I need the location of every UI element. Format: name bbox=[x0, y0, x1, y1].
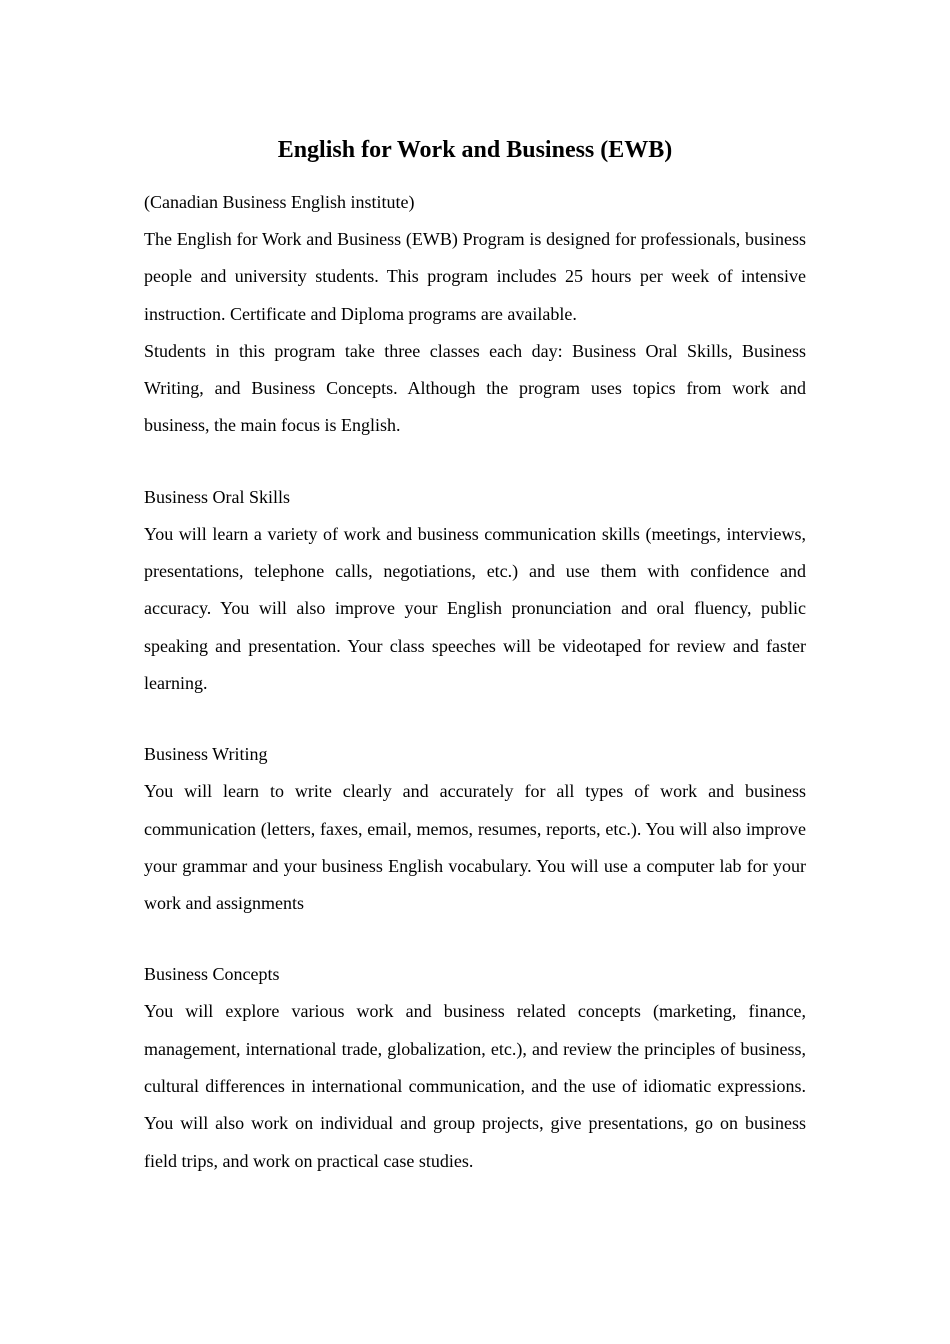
section-spacer bbox=[144, 702, 806, 736]
section-spacer bbox=[144, 445, 806, 479]
section-body: You will learn a variety of work and business communication skills (meetings, interviews, presentations, telephone calls, negotiations, etc.) and use them with confidence and accuracy. You will also improve your English pronunciation and oral fluency, public speaking and presentation. Your class speeches will be videotaped for review and faster learning. bbox=[144, 523, 806, 693]
intro-paragraph: The English for Work and Business (EWB) Program is designed for professionals, business people and university students. This program includes 25 hours per week of intensive instruction. Certificate and Diploma programs are available. bbox=[144, 229, 806, 324]
section-heading: Business Concepts bbox=[144, 964, 280, 985]
section-heading: Business Writing bbox=[144, 744, 268, 765]
section-writing bbox=[144, 736, 806, 922]
document-body bbox=[144, 130, 806, 1180]
section-body: You will explore various work and business related concepts (marketing, finance, management, international trade, globalization, etc.), and review the principles of business, cultural differences in international communication, and the use of idiomatic expressions. You will also work on individual and group projects, give presentations, go on business field trips, and work on practical case studies. bbox=[144, 1001, 806, 1171]
section-concepts bbox=[144, 956, 806, 1179]
document-title: English for Work and Business (EWB) bbox=[277, 137, 673, 163]
document-subtitle: (Canadian Business English institute) bbox=[144, 192, 415, 212]
section-oral-skills bbox=[144, 479, 806, 702]
intro-paragraph: Students in this program take three classes each day: Business Oral Skills, Business Writing, and Business Concepts. Although the program uses topics from work and business, the main focus is English. bbox=[144, 340, 806, 436]
section-spacer bbox=[144, 922, 806, 956]
section-heading: Business Oral Skills bbox=[144, 486, 291, 507]
section-body: You will learn to write clearly and accurately for all types of work and business communication (letters, faxes, email, memos, resumes, reports, etc.). You will also improve your grammar and your business English vocabulary. You will use a computer lab for your work and assignments bbox=[144, 781, 806, 914]
